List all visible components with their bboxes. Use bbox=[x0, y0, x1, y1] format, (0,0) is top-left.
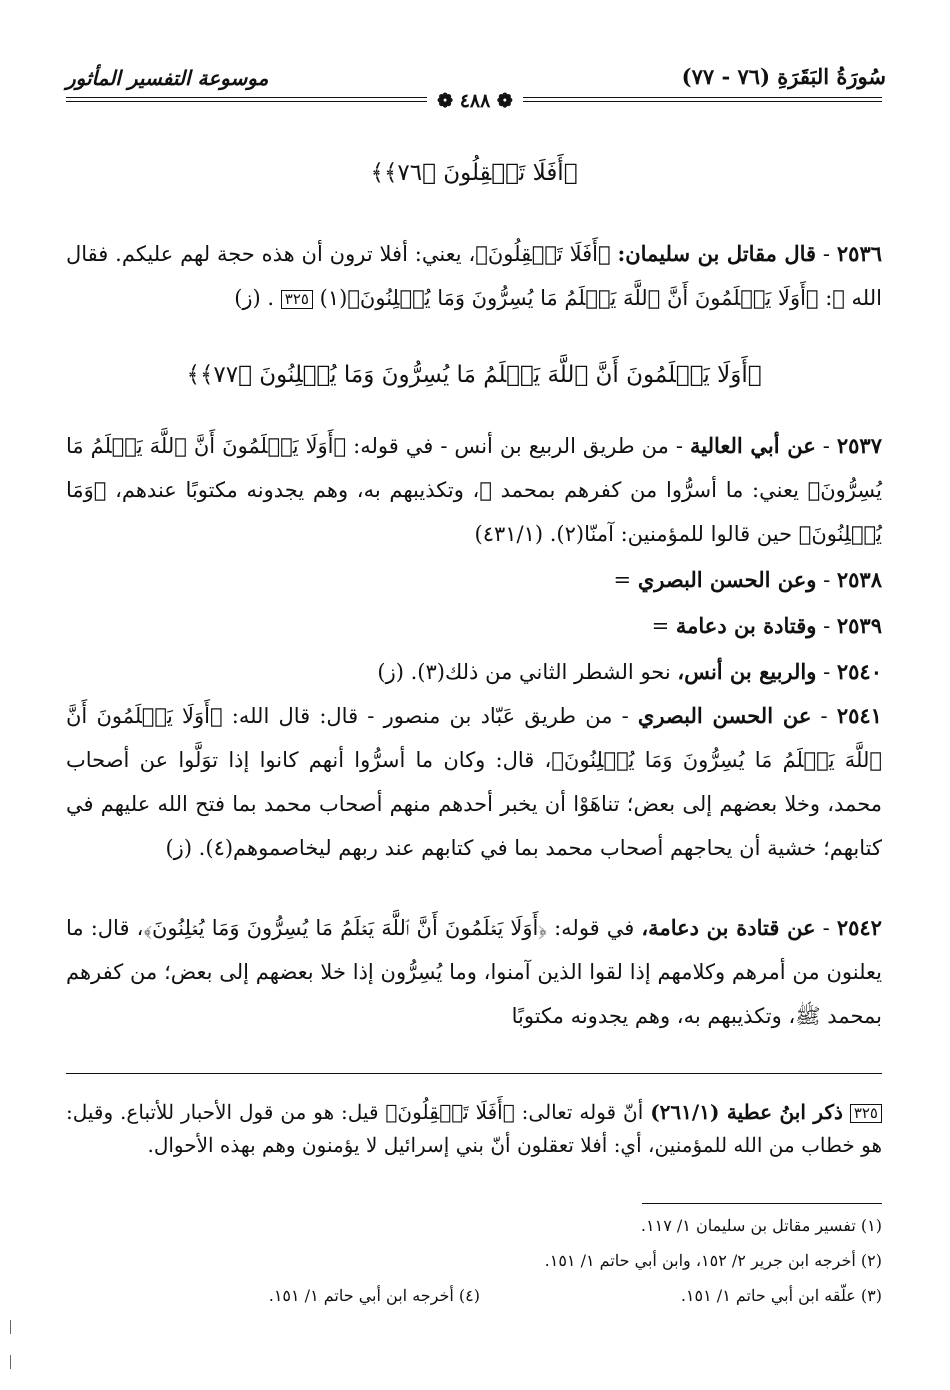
page-number: ❁ ٤٨٨ ❁ bbox=[427, 90, 523, 112]
entry-text: = bbox=[651, 614, 670, 638]
entry: ٢٥٣٩ - وقتادة بن دعامة = bbox=[651, 613, 882, 638]
entry: ٢٥٤٠ - والربيع بن أنس، نحو الشطر الثاني من ذلك(٣). (ز) bbox=[377, 659, 882, 684]
commentary-divider bbox=[66, 1073, 882, 1074]
commentary-lead: ذكر ابنُ عطية (٢٦١/١) bbox=[650, 1100, 843, 1124]
commentary-note bbox=[66, 1096, 882, 1162]
footnote: (١) تفسير مقاتل بن سليمان ١/ ١١٧. bbox=[640, 1216, 882, 1235]
entry: ٢٥٣٦ - قال مقاتل بن سليمان: ﴿أَفَلَا تَعۡقِلُونَ﴾، يعني: أفلا ترون أن هذه حجة لهم عليكم. فقال الله ﷻ: ﴿أَوَلَا يَعۡلَمُونَ أَنَّ ٱللَّهَ يَعۡلَمُ مَا يُسِرُّونَ وَمَا يُعۡلِنُونَ﴾(١) ٣٢٥ . (ز) bbox=[66, 241, 883, 310]
entry-text: ﴿أَفَلَا تَعۡقِلُونَ﴾، يعني: أفلا ترون أن هذه حجة لهم عليكم. فقال الله ﷻ: ﴿أَوَلَا يَعۡلَمُونَ أَنَّ ٱللَّهَ يَعۡلَمُ مَا يُسِرُّونَ وَمَا يُعۡلِنُونَ﴾(١) bbox=[66, 242, 882, 310]
commentary-ref: ٣٢٥ bbox=[281, 290, 313, 309]
entry-author: عن قتادة بن دعامة، bbox=[641, 915, 816, 940]
footnote-rule bbox=[642, 1203, 882, 1204]
entry: ٢٥٣٨ - وعن الحسن البصري = bbox=[613, 567, 882, 592]
entry-author: وقتادة بن دعامة bbox=[675, 613, 817, 638]
verse-heading: ﴿أَفَلَا تَعۡقِلُونَ ﴿٧٦﴾﴾ bbox=[370, 160, 578, 186]
footnote: (٢) أخرجه ابن جرير ٢/ ١٥٢، وابن أبي حاتم ١/ ١٥١. bbox=[544, 1251, 882, 1270]
book-title: موسوعة التفسير المأثور bbox=[66, 66, 269, 90]
footnote: (٣) علّقه ابن أبي حاتم ١/ ١٥١. bbox=[680, 1286, 882, 1305]
scan-edge-mark bbox=[10, 1355, 11, 1369]
entry-text: = bbox=[613, 568, 632, 592]
surah-header: سُورَةُ البَقَرَةِ (٧٦ - ٧٧) bbox=[681, 64, 886, 89]
entry-text: في قوله: ﴿أَوَلَا يَعۡلَمُونَ أَنَّ ٱللَّهَ يَعۡلَمُ مَا يُسِرُّونَ وَمَا يُعۡلِنُونَ﴾، قال: ما يعلنون من أمرهم وكلامهم إذا لقوا الذين آمنوا، وما يُسِرُّون إذا خلا بعضهم إلى بعض؛ من كفرهم بمحمد ﷺ، وتكذيبهم به، وهم يجدونه مكتوبًا bbox=[66, 916, 882, 1028]
entry-author: والربيع بن أنس، bbox=[677, 659, 817, 684]
entry-number: ٢٥٣٧ bbox=[836, 433, 882, 458]
entry-author: وعن الحسن البصري bbox=[637, 567, 817, 592]
entry-number: ٢٥٤٠ bbox=[836, 659, 882, 684]
entry-number: ٢٥٤١ bbox=[836, 703, 882, 728]
entry-text: نحو الشطر الثاني من ذلك(٣). (ز) bbox=[377, 660, 671, 684]
entry-text: - من طريق الربيع بن أنس - في قوله: ﴿أَوَلَا يَعۡلَمُونَ أَنَّ ٱللَّهَ يَعۡلَمُ مَا يُسِرُّونَ﴾ يعني: ما أسرُّوا من كفرهم بمحمد ﷺ، وتكذيبهم به، وهم يجدونه مكتوبًا عندهم، ﴿وَمَا يُعۡلِنُونَ﴾ حين قالوا للمؤمنين: آمنّا(٢). (٤٣١/١) bbox=[66, 434, 882, 546]
commentary-number: ٣٢٥ bbox=[850, 1104, 882, 1123]
entry-number: ٢٥٣٨ bbox=[836, 567, 882, 592]
entry: ٢٥٤٢ - عن قتادة بن دعامة، في قوله: ﴿أَوَلَا يَعۡلَمُونَ أَنَّ ٱللَّهَ يَعۡلَمُ مَا يُسِرُّونَ وَمَا يُعۡلِنُونَ﴾، قال: ما يعلنون من أمرهم وكلامهم إذا لقوا الذين آمنوا، وما يُسِرُّون إذا خلا بعضهم إلى بعض؛ من كفرهم بمحمد ﷺ، وتكذيبهم به، وهم يجدونه مكتوبًا bbox=[66, 915, 882, 1028]
scan-edge-mark bbox=[10, 1320, 11, 1334]
footnote: (٤) أخرجه ابن أبي حاتم ١/ ١٥١. bbox=[268, 1286, 480, 1305]
commentary-text: أنّ قوله تعالى: ﴿أَفَلَا تَعۡقِلُونَ﴾ قيل: هو من قول الأحبار للأتباع. وقيل: هو خطاب من الله للمؤمنين، أي: أفلا تعقلون أنّ بني إسرائيل لا يؤمنون وهم بهذه الأحوال. bbox=[66, 1100, 882, 1157]
entry-author: عن الحسن البصري bbox=[637, 703, 812, 728]
entry-author: قال مقاتل بن سليمان: bbox=[617, 241, 817, 266]
entry-number: ٢٥٣٩ bbox=[836, 613, 882, 638]
entry: ٢٥٤١ - عن الحسن البصري - من طريق عَبّاد بن منصور - قال: قال الله: ﴿أَوَلَا يَعۡلَمُونَ أَنَّ ٱللَّهَ يَعۡلَمُ مَا يُسِرُّونَ وَمَا يُعۡلِنُونَ﴾، قال: وكان ما أسرُّوا أنهم كانوا إذا توَلَّوا عن أصحاب محمد، وخلا بعضهم إلى بعض؛ تناهَوْا أن يخبر أحدهم منهم أصحاب محمد بما فتح الله عليهم في كتابهم؛ خشية أن يحاجهم أصحاب محمد بما في كتابهم عند ربهم ليخاصموهم(٤). (ز) bbox=[66, 703, 882, 860]
entry-text: - من طريق عَبّاد بن منصور - قال: قال الله: ﴿أَوَلَا يَعۡلَمُونَ أَنَّ ٱللَّهَ يَعۡلَمُ مَا يُسِرُّونَ وَمَا يُعۡلِنُونَ﴾، قال: وكان ما أسرُّوا أنهم كانوا إذا توَلَّوا عن أصحاب محمد، وخلا بعضهم إلى بعض؛ تناهَوْا أن يخبر أحدهم منهم أصحاب محمد بما فتح الله عليهم في كتابهم؛ خشية أن يحاجهم أصحاب محمد بما في كتابهم عند ربهم ليخاصموهم(٤). (ز) bbox=[66, 704, 882, 860]
verse-heading: ﴿أَوَلَا يَعۡلَمُونَ أَنَّ ٱللَّهَ يَعۡلَمُ مَا يُسِرُّونَ وَمَا يُعۡلِنُونَ ﴿٧٧﴾﴾ bbox=[186, 362, 762, 388]
entry-tail: . (ز) bbox=[234, 286, 275, 310]
entry-number: ٢٥٤٢ bbox=[836, 915, 882, 940]
entry-author: عن أبي العالية bbox=[689, 433, 816, 458]
entry: ٢٥٣٧ - عن أبي العالية - من طريق الربيع بن أنس - في قوله: ﴿أَوَلَا يَعۡلَمُونَ أَنَّ ٱللَّهَ يَعۡلَمُ مَا يُسِرُّونَ﴾ يعني: ما أسرُّوا من كفرهم بمحمد ﷺ، وتكذيبهم به، وهم يجدونه مكتوبًا عندهم، ﴿وَمَا يُعۡلِنُونَ﴾ حين قالوا للمؤمنين: آمنّا(٢). (٤٣١/١) bbox=[66, 433, 882, 546]
entry-number: ٢٥٣٦ bbox=[836, 241, 883, 266]
